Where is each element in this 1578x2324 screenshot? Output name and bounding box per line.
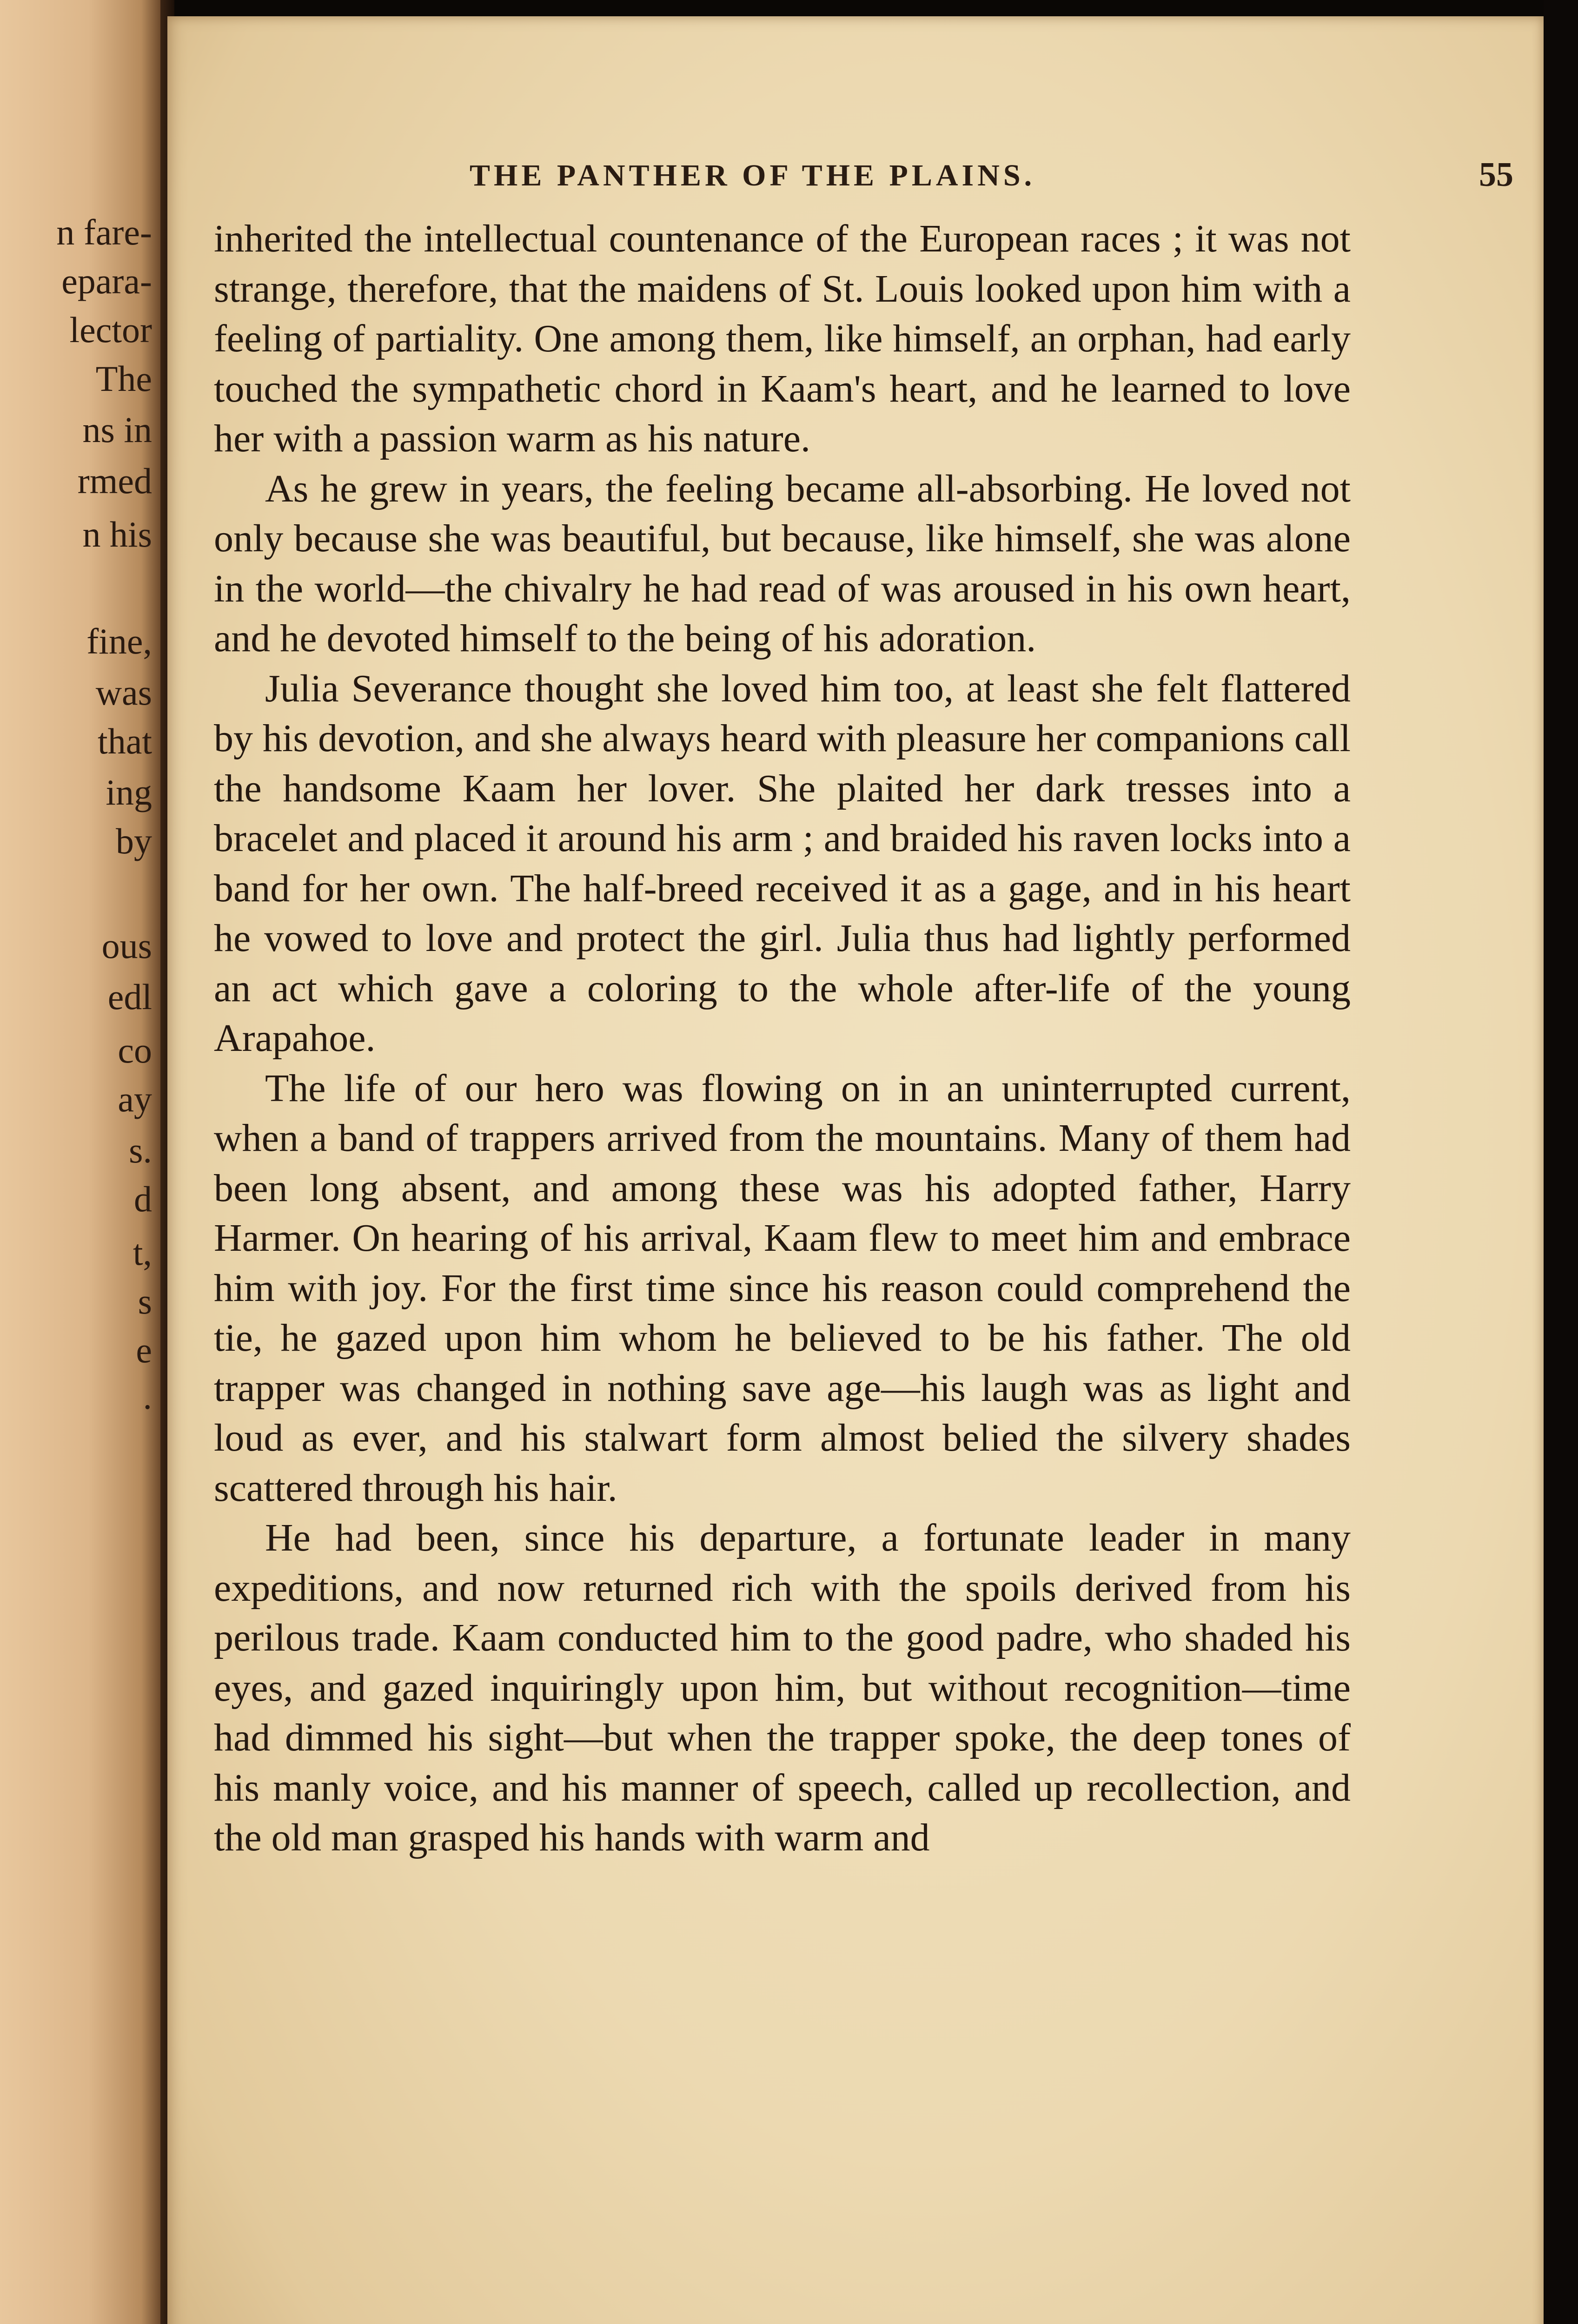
left-page-fragment: edl <box>107 977 152 1017</box>
body-text <box>214 214 1351 1863</box>
paragraph: inherited the intellectual countenance of the European races ; it was not strange, therefore, that the maidens of St. Louis looked upon him with a feeling of partiality. One among them, like himself, an orphan, had early touched the sympathetic chord in Kaam's heart, and he learned to love her with a passion warm as his nature. <box>214 217 1351 460</box>
left-page-fragment: ay <box>118 1079 152 1119</box>
left-page-fragment: t, <box>133 1232 152 1273</box>
left-page-fragment: e <box>136 1330 152 1370</box>
running-title: THE PANTHER OF THE PLAINS. <box>470 158 1036 192</box>
left-page-fragment: rmed <box>77 461 152 501</box>
left-page-fragment: by <box>116 821 152 861</box>
left-page-fragment: n fare- <box>56 212 152 252</box>
left-page-fragment: d <box>134 1179 152 1219</box>
paragraph: As he grew in years, the feeling became all-absorbing. He loved not only because she was beautiful, but because, like himself, she was alone in the world—the chivalry he had read of was aroused in his own heart, and he devoted himself to the being of his adoration. <box>214 467 1351 660</box>
paragraph: The life of our hero was flowing on in an uninterrupted current, when a band of trappers arrived from the mountains. Many of them had been long absent, and among these was his adopted father, Harry Harmer. On hearing of his arrival, Kaam flew to meet him and embrace him with joy. For the first time since his reason could comprehend the tie, he gazed upon him whom he believed to be his father. The old trapper was changed in nothing save age—his laugh was as light and loud as ever, and his stalwart form almost belied the silvery shades scattered through his hair. <box>214 1066 1351 1510</box>
left-page-fragment: The <box>95 358 152 399</box>
page-number: 55 <box>1479 156 1513 194</box>
left-page-fragment: epara- <box>61 261 152 301</box>
previous-page-edge <box>0 0 160 2324</box>
left-page-fragment: fine, <box>86 621 152 661</box>
left-page-fragment: co <box>118 1030 152 1070</box>
left-page-fragment: lector <box>69 310 152 350</box>
left-page-fragment: s <box>138 1281 152 1321</box>
left-page-fragment: was <box>95 672 152 713</box>
left-page-fragment: n his <box>82 514 152 555</box>
left-page-fragment: that <box>98 721 152 761</box>
left-page-fragment: ous <box>101 925 152 966</box>
left-page-fragment: . <box>143 1376 152 1417</box>
left-page-fragment: s. <box>129 1130 152 1170</box>
book-page <box>167 16 1544 2324</box>
paragraph: Julia Severance thought she loved him too, at least she felt flattered by his devotion, and she always heard with pleasure her companions call the handsome Kaam her lover. She plaited her dark tresses into a bracelet and placed it around his arm ; and braided his raven locks into a band for her own. The half-breed received it as a gage, and in his heart he vowed to love and protect the girl. Julia thus had lightly performed an act which gave a coloring to the whole after-life of the young Arapahoe. <box>214 667 1351 1060</box>
paragraph: He had been, since his departure, a fortunate leader in many expeditions, and now returned rich with the spoils derived from his perilous trade. Kaam conducted him to the good padre, who shaded his eyes, and gazed inquiringly upon him, but without recognition—time had dimmed his sight—but when the trapper spoke, the deep tones of his manly voice, and his manner of speech, called up recollection, and the old man grasped his hands with warm and <box>214 1516 1351 1859</box>
left-page-fragment: ing <box>106 772 152 812</box>
left-page-fragment: ns in <box>82 409 152 450</box>
running-head <box>167 158 1544 200</box>
scan-background-edge <box>1544 0 1578 2324</box>
